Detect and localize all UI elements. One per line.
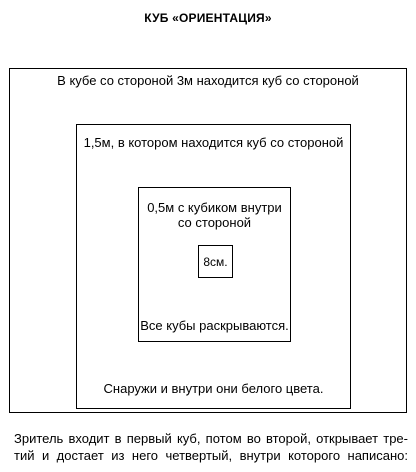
middle-cube-caption: 1,5м, в котором находится куб со стороной	[83, 135, 344, 150]
tiny-cube-caption: 8см.	[203, 255, 228, 269]
page-title: КУБ «ОРИЕНТАЦИЯ»	[144, 11, 272, 25]
description-line-2: тий и достает из него четвертый, внутри которого написано:	[14, 448, 408, 463]
inner-cube-note: Все кубы раскрываются.	[140, 318, 289, 333]
description-paragraph	[14, 430, 408, 464]
inner-cube-caption: 0,5м с кубиком внутри со стороной	[147, 200, 282, 230]
tiny-cube-frame	[198, 245, 233, 278]
middle-cube-note: Снаружи и внутри они белого цвета.	[103, 381, 324, 396]
description-line-1: Зритель входит в первый куб, потом во второй, открывает тре-	[14, 431, 408, 446]
outer-cube-caption: В кубе со стороной 3м находится куб со стороной	[57, 73, 359, 88]
